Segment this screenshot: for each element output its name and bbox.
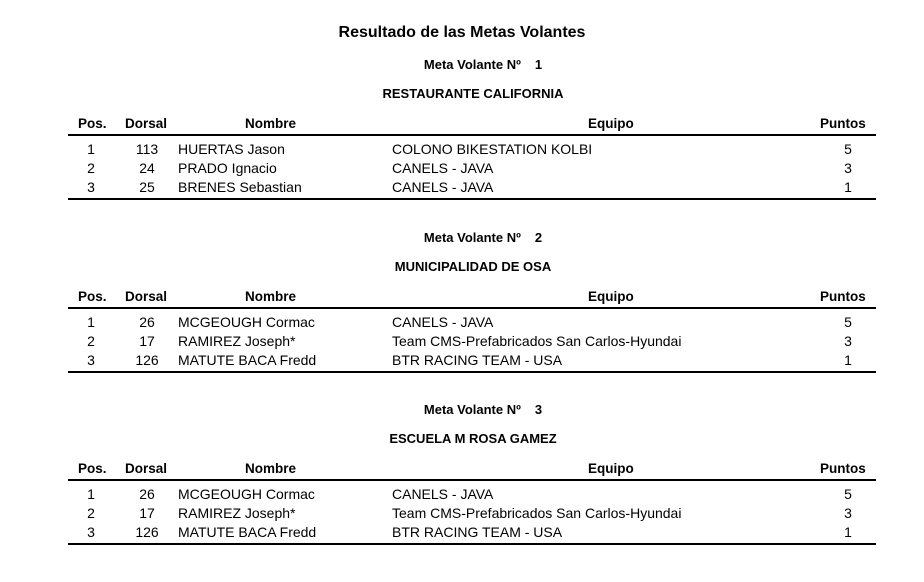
table-top-rule xyxy=(68,479,876,481)
cell-pos: 2 xyxy=(87,333,95,349)
table-row xyxy=(0,179,924,198)
cell-dorsal: 25 xyxy=(139,179,155,195)
table-row xyxy=(0,333,924,352)
cell-dorsal: 17 xyxy=(139,333,155,349)
col-header-dorsal: Dorsal xyxy=(125,461,168,476)
cell-puntos: 1 xyxy=(844,352,852,368)
cell-dorsal: 26 xyxy=(139,314,155,330)
meta-place: MUNICIPALIDAD DE OSA xyxy=(394,259,552,274)
col-header-nombre: Nombre xyxy=(245,461,297,476)
cell-dorsal: 126 xyxy=(135,352,159,368)
cell-pos: 1 xyxy=(87,141,95,157)
cell-equipo: Team CMS-Prefabricados San Carlos-Hyundai xyxy=(392,505,682,521)
cell-puntos: 5 xyxy=(844,141,852,157)
meta-label: Meta Volante Nº xyxy=(423,402,521,417)
cell-equipo: Team CMS-Prefabricados San Carlos-Hyundai xyxy=(392,333,682,349)
col-header-dorsal: Dorsal xyxy=(125,116,168,131)
cell-dorsal: 113 xyxy=(135,141,159,157)
meta-section-3 xyxy=(0,402,924,582)
cell-nombre: RAMIREZ Joseph* xyxy=(178,333,296,349)
col-header-puntos: Puntos xyxy=(820,289,866,304)
meta-label: Meta Volante Nº xyxy=(423,230,521,245)
col-header-puntos: Puntos xyxy=(820,461,866,476)
col-header-pos: Pos. xyxy=(78,289,107,304)
cell-nombre: MCGEOUGH Cormac xyxy=(178,486,315,502)
cell-equipo: CANELS - JAVA xyxy=(392,160,494,176)
cell-nombre: RAMIREZ Joseph* xyxy=(178,505,296,521)
cell-puntos: 1 xyxy=(844,179,852,195)
meta-section-1 xyxy=(0,57,924,237)
meta-place: RESTAURANTE CALIFORNIA xyxy=(382,86,564,101)
table-row xyxy=(0,141,924,160)
cell-equipo: CANELS - JAVA xyxy=(392,314,494,330)
cell-pos: 3 xyxy=(87,352,95,368)
meta-place: ESCUELA M ROSA GAMEZ xyxy=(389,431,557,446)
table-row xyxy=(0,505,924,524)
col-header-equipo: Equipo xyxy=(588,116,634,131)
cell-nombre: MATUTE BACA Fredd xyxy=(178,524,317,540)
table-row xyxy=(0,314,924,333)
col-header-puntos: Puntos xyxy=(820,116,866,131)
cell-puntos: 3 xyxy=(844,333,852,349)
meta-heading xyxy=(0,57,924,72)
meta-section-2 xyxy=(0,230,924,410)
table-row xyxy=(0,160,924,179)
col-header-pos: Pos. xyxy=(78,116,107,131)
cell-nombre: HUERTAS Jason xyxy=(178,141,285,157)
cell-dorsal: 126 xyxy=(135,524,159,540)
cell-dorsal: 17 xyxy=(139,505,155,521)
cell-pos: 1 xyxy=(87,486,95,502)
col-header-equipo: Equipo xyxy=(588,289,634,304)
cell-nombre: PRADO Ignacio xyxy=(178,160,277,176)
cell-pos: 3 xyxy=(87,524,95,540)
cell-equipo: BTR RACING TEAM - USA xyxy=(392,524,563,540)
cell-dorsal: 24 xyxy=(139,160,155,176)
cell-puntos: 3 xyxy=(844,160,852,176)
table-row xyxy=(0,352,924,371)
cell-equipo: BTR RACING TEAM - USA xyxy=(392,352,563,368)
cell-pos: 3 xyxy=(87,179,95,195)
meta-number: 1 xyxy=(534,57,543,72)
table-bottom-rule xyxy=(68,371,876,373)
table-row xyxy=(0,486,924,505)
table-bottom-rule xyxy=(68,543,876,545)
cell-equipo: CANELS - JAVA xyxy=(392,486,494,502)
meta-number: 3 xyxy=(534,402,543,417)
col-header-dorsal: Dorsal xyxy=(125,289,168,304)
col-header-nombre: Nombre xyxy=(245,289,297,304)
cell-equipo: CANELS - JAVA xyxy=(392,179,494,195)
cell-nombre: BRENES Sebastian xyxy=(178,179,302,195)
table-top-rule xyxy=(68,307,876,309)
table-top-rule xyxy=(68,134,876,136)
cell-puntos: 5 xyxy=(844,486,852,502)
cell-puntos: 1 xyxy=(844,524,852,540)
results-table xyxy=(0,486,924,543)
cell-nombre: MATUTE BACA Fredd xyxy=(178,352,317,368)
col-header-pos: Pos. xyxy=(78,461,107,476)
cell-pos: 1 xyxy=(87,314,95,330)
results-table xyxy=(0,141,924,198)
meta-label: Meta Volante Nº xyxy=(423,57,521,72)
cell-nombre: MCGEOUGH Cormac xyxy=(178,314,315,330)
cell-equipo: COLONO BIKESTATION KOLBI xyxy=(392,141,593,157)
table-row xyxy=(0,524,924,543)
cell-pos: 2 xyxy=(87,505,95,521)
page-title: Resultado de las Metas Volantes xyxy=(338,24,586,41)
cell-dorsal: 26 xyxy=(139,486,155,502)
col-header-nombre: Nombre xyxy=(245,116,297,131)
meta-number: 2 xyxy=(534,230,543,245)
table-bottom-rule xyxy=(68,198,876,200)
cell-puntos: 3 xyxy=(844,505,852,521)
cell-pos: 2 xyxy=(87,160,95,176)
meta-heading xyxy=(0,230,924,245)
meta-heading xyxy=(0,402,924,417)
col-header-equipo: Equipo xyxy=(588,461,634,476)
results-table xyxy=(0,314,924,371)
cell-puntos: 5 xyxy=(844,314,852,330)
